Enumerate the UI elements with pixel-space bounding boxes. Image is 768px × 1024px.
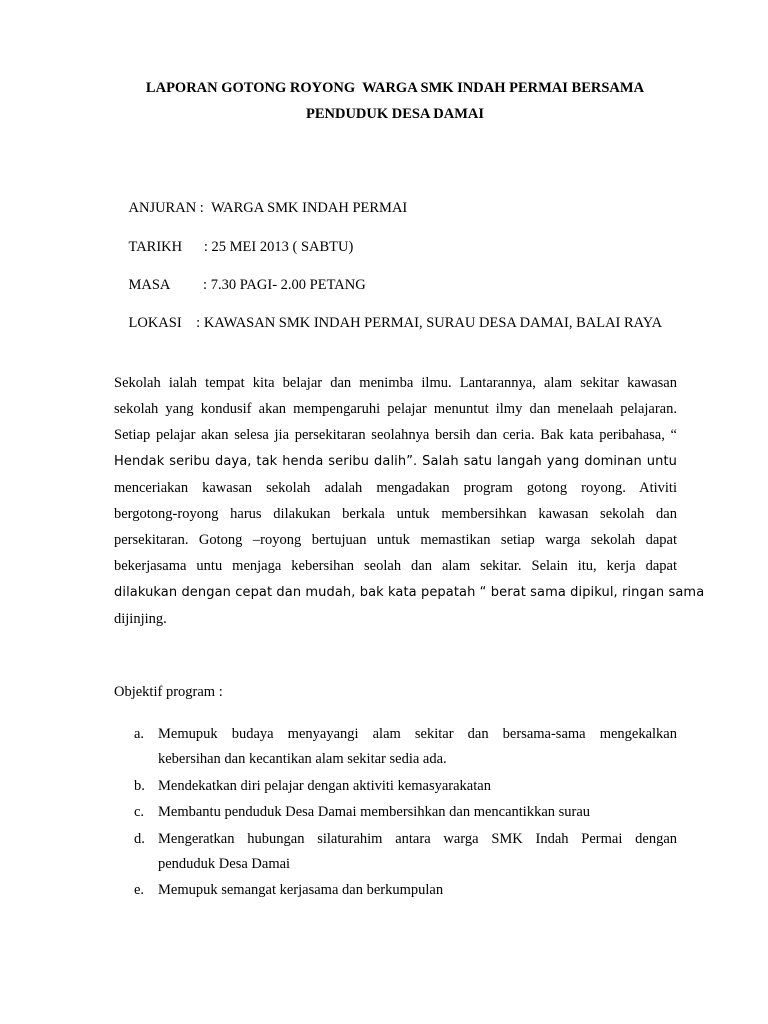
meta-value: WARGA SMK INDAH PERMAI <box>211 200 408 216</box>
list-marker: e. <box>134 882 145 898</box>
meta-label: TARIKH <box>128 239 183 255</box>
paragraph-line: menceriakan kawasan sekolah adalah mengadakan program gotong royong. Ativiti <box>114 479 677 496</box>
paragraph-line: bergotong-royong harus dilakukan berkala untuk membersihkan kawasan sekolah dan <box>114 505 677 522</box>
list-item-line: Mendekatkan diri pelajar dengan aktiviti kemasyarakatan <box>158 777 491 794</box>
list-item-line: Memupuk semangat kerjasama dan berkumpulan <box>158 882 444 898</box>
meta-value: 7.30 PAGI- 2.00 PETANG <box>210 277 366 293</box>
paragraph-line: Setiap pelajar akan selesa jia persekitaran seolahnya bersih dan ceria. Bak kata peribahasa, “ <box>114 427 677 444</box>
body-paragraph <box>114 370 705 632</box>
meta-separator: : <box>170 277 211 293</box>
list-marker: b. <box>134 777 145 794</box>
paragraph-line: bekerjasama untu menjaga kebersihan seolah dan alam sekitar. Selain itu, kerja dapat <box>114 558 677 575</box>
objectives-heading: Objektif program : <box>114 684 223 700</box>
meta-label: ANJURAN <box>128 200 197 216</box>
meta-value: 25 MEI 2013 ( SABTU) <box>211 239 354 255</box>
list-item-line: kebersihan dan kecantikan alam sekitar sedia ada. <box>158 751 447 767</box>
list-item <box>134 774 677 799</box>
meta-label: LOKASI <box>128 315 182 331</box>
meta-value: KAWASAN SMK INDAH PERMAI, SURAU DESA DAMAI, BALAI RAYA <box>203 315 663 331</box>
paragraph-line: sekolah yang kondusif akan mempengaruhi pelajar menuntut ilmy dan menelaah pelajaran. <box>114 401 677 418</box>
paragraph-line: dijinjing. <box>114 610 167 627</box>
paragraph-line: Hendak seribu daya, tak henda seribu dalih”. Salah satu langah yang dominan untu <box>114 453 677 469</box>
title-line-2: PENDUDUK DESA DAMAI <box>305 106 485 122</box>
meta-lokasi <box>114 298 662 349</box>
list-marker: c. <box>134 804 145 820</box>
list-marker: d. <box>134 830 145 847</box>
meta-separator: : <box>181 315 204 331</box>
list-item-line: Membantu penduduk Desa Damai membersihkan dan mencantikkan surau <box>158 804 591 820</box>
list-item <box>134 722 677 772</box>
paragraph-line: persekitaran. Gotong –royong bertujuan untuk memastikan setiap warga sekolah dapat <box>114 532 677 549</box>
paragraph-line: Sekolah ialah tempat kita belajar dan menimba ilmu. Lantarannya, alam sekitar kawasan <box>114 375 677 391</box>
list-item <box>134 827 677 877</box>
meta-separator: : <box>196 200 212 216</box>
list-item-line: Mengeratkan hubungan silaturahim antara warga SMK Indah Permai dengan <box>158 830 677 847</box>
list-item-line: Memupuk budaya menyayangi alam sekitar dan bersama-sama mengekalkan <box>158 726 677 742</box>
meta-label: MASA <box>128 277 171 293</box>
list-marker: a. <box>134 726 145 742</box>
objectives-list <box>134 722 677 905</box>
paragraph-line: dilakukan dengan cepat dan mudah, bak kata pepatah “ berat sama dipikul, ringan sama <box>114 584 705 600</box>
title-line-1: LAPORAN GOTONG ROYONG WARGA SMK INDAH PERMAI BERSAMA <box>145 80 645 96</box>
list-item <box>134 878 677 903</box>
list-item-line: penduduk Desa Damai <box>158 855 291 872</box>
list-item <box>134 800 677 825</box>
meta-separator: : <box>182 239 212 255</box>
